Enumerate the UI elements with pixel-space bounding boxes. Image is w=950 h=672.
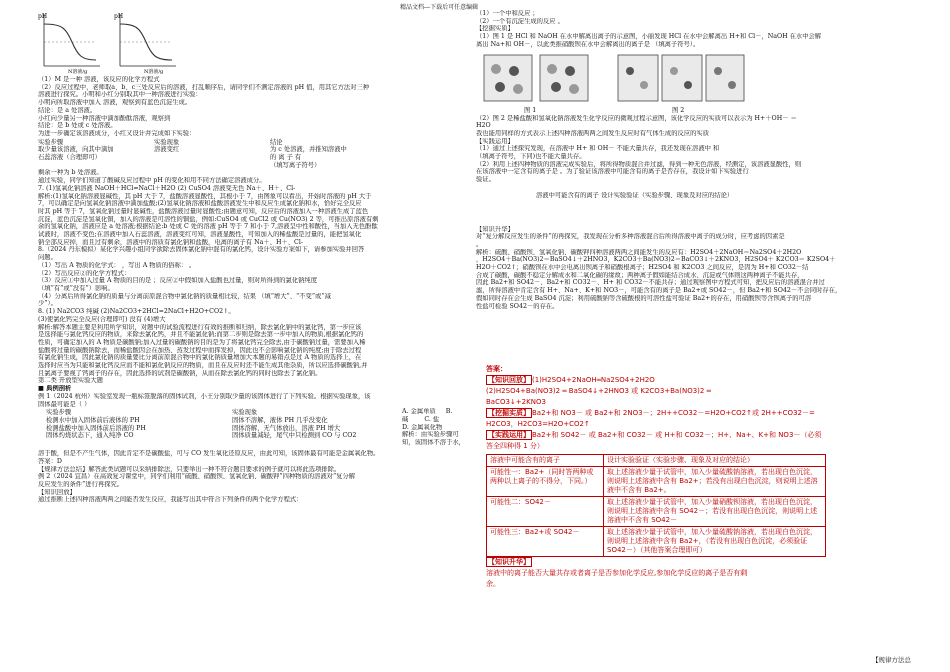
text-line: 。 [476, 240, 483, 248]
text-line: 钠全部反应掉，而且过有剩余，溶液中的溶质有氯化钠和盐酸，电离的离子有 Na＋、H＋、Cl- [38, 238, 303, 246]
question-8: 8.（2024 丹东模拟）某化学兴趣小组同学欲除去固体氯化钠中混有的氯化钙，设计实验方案如下，请参加实验并回答 [38, 246, 365, 254]
text-line: 离出 Na+和 OH－，以此类推硝酸钡在水中会解离出的离子是 （填离子符号）。 [476, 40, 700, 48]
text-line: 【规律方法总结】解答此类试题可以采纳排除法，只要举出一种不符合题目要求的例子就可以将此选项排除。 [38, 465, 341, 473]
text-line: 解析:(1)氢氧化钠溶液显碱性，其 pH 大于 7，盐酸溶液显酸性，其根小于 7，由图象可以看出，开始时溶液的 pH 大于 [38, 192, 372, 200]
text-line: （1）一个中和反应 ； [476, 10, 539, 17]
text-line: 盐酸将过量的碳酸钠除去，而稀盐酸因会在加热、蒸发过程中而挥发掉，因此也不会影响氯化钠的纯度;由于除去过程 [38, 346, 362, 354]
chart2-ylabel: pH [114, 13, 124, 20]
ph-chart-1 [38, 10, 104, 74]
text-line: （2）一个有沉淀生成的反应 。 [476, 17, 564, 25]
example-table [46, 409, 362, 440]
practice-heading: 【实践运用】 [476, 137, 514, 145]
page-header: 精品文档---下载后可任意编辑 [400, 4, 479, 11]
answer-tag: 【知识升华】 [488, 558, 530, 566]
text-line: （填离子符号，下同)也不能大量共存。 [476, 153, 586, 161]
text-line: 溶于酸，但是不产生气体，因此肯定不是碳酸盐，可与 CO 发生氧化还原反应，由此可知，该固体最有可能是金属氧化物。 [38, 450, 380, 458]
text-line: 时其 pH 等于 7，氢氧化钠过量时显碱性，盐酸溶液过量时显酸性;由题意可知，反应后的溶液加入一种溶液生成了蓝色 [38, 207, 369, 215]
table-row: 检测盐酸中加入固体前后溶液的 PH 固体溶解，无气体放出，溶液 PH 增大 [46, 424, 341, 432]
page-footer: 【规律方法总 [872, 656, 911, 664]
figure-2-image [616, 49, 746, 107]
text-line: 滤，所得溶液中肯定含有 H+、Na+、K+和 NO3－，可能含有的离子是 Ba2+或 SO42－，但 Ba2+和 SO42－不会同时存在， [476, 287, 842, 295]
conclusion-bc: 结论：是 b 处或 c 处溶液。 [38, 122, 117, 130]
text-line: 通过实验，同学们知道了酸碱反应过程中 pH 的变化和用不同方法确定溶液成分。 [38, 177, 266, 185]
option-c: C. 盐 [424, 415, 440, 423]
figure-2-caption: 图 2 [672, 106, 685, 114]
text-line: 余的氢氧化钠，溶液应是 a 处溶液;根据结论:b 处或 C 处的溶液 pH 等于 7 和小于 7,溶液呈中性和酸性，当加入无色酚酞 [38, 223, 378, 231]
left-column [38, 10, 468, 504]
xiaohong-step: 小红向少量另一种溶液中滴加酚酞溶液，观察到 [38, 114, 171, 122]
option-b-text: 碱 [402, 415, 409, 423]
text-line: 合成了碳酸，碳酸不稳定分解成水和二氧化碳的缘故；两种离子假如能结合成水、沉淀或气体则这两种离子不能共存， [476, 271, 804, 279]
text-line: 少”）。 [38, 300, 57, 308]
text-line: 通过推断上述四种溶液两两之间能否发生反应，我能写出其中符合下列条件的两个化学方程式： [38, 496, 303, 504]
text-line: 沉淀，蓝色沉淀是氢氧化铜，加入的溶液是可溶性的铜盐，例如:CuSO4 或 CuCl2 或 Cu(NO3) 2 等，可推出原溶液有剩 [38, 215, 379, 223]
chart2-xlabel: N溶液/g [144, 69, 164, 74]
text-line: 问题。 [38, 254, 57, 262]
answer-block [486, 364, 918, 590]
table-row: 检测水中加入固体前后液体的 PH 固体不溶解，液体 PH 几乎没变化 [46, 416, 328, 424]
text-line: 剩余一种为 b 处溶液。 [38, 169, 103, 177]
text-line: 7，可以确定是向氢氧化钠溶液中滴加盐酸;(2)氢氧化钠溶液和盐酸溶液发生中和反应生成氯化钠和水，恰好完全反应 [38, 200, 362, 208]
text-line: 解析:解答本题主要是利用所学知识，对题中的试验流程进行有效的推断和归纳，除去氯化钠中的氯化钙，第一步应该 [38, 323, 362, 331]
answer-7: 7. (1)氢氧化钠溶液 NaOH＋HCl=NaCl＋H2O (2) CuSO4 溶液变无色 Na＋、H＋、Cl- [38, 184, 296, 192]
ph-charts [38, 10, 468, 76]
text-line: 对“复分解反应发生的条件”的再探究，我发现在分析多种溶液混合后所得溶液中离子的成分时，应考虑的因素是 [476, 233, 785, 241]
typical-heading: ■ 典例剖析 [38, 385, 72, 393]
knowledge-review: 【知识回放】 [38, 488, 76, 496]
text-line: 且氯离子要视了钙离子的存在，因此选择的试剂是碳酸钠，从而在除去氯化钙的同时也除去了氯化钠。 [38, 369, 322, 377]
text-line: （2）写出反应②的化学方程式： [38, 269, 131, 277]
example-2: 例 2（2024 宜昌）在高效复习课堂中，同学们利用“硫酸、硝酸钡、氢氧化钠、碳酸钾”四种物质的溶液对“复分解 [38, 473, 356, 481]
answer-d: 答案：D [38, 457, 62, 465]
options-block [402, 408, 472, 447]
chart1-xlabel: N溶液/g [68, 69, 88, 74]
example-1: 例 1（2024 杭州）实验室发现一瓶标签脱落的固体试剂，小王分别取少量的该固体进行了下列实验。根据实验现象，该 [38, 392, 371, 400]
text-line: 我也能用同样的方式表示上述四种溶液两两之间发生反应时有气体生成的反应的实质 [476, 129, 709, 137]
answer-line: (1)H2SO4+2NaOH═Na2SO4+2H2O [532, 376, 655, 384]
text-line: （填“有”或“没有”）影响。 [38, 284, 114, 292]
text-line: 有氯化钠生成，因此氯化钠的质量要比分离前原混合物中的氯化钠质量增加大本题的易错点是过 A 物质的选择上，在 [38, 354, 362, 362]
example-1-block [38, 408, 468, 450]
text-line: 【挖掘实质】 [476, 25, 514, 33]
answer-line: BaCO3↓+2KNO3 [486, 398, 546, 406]
table-row: 石蕊溶液（合理即可） 的 离 子 有 [38, 154, 302, 162]
answer-line: Ba2+和 SO42－ 或 Ba2+和 CO32－ 或 H+和 CO32－；H+、Na+、K+和 NO3－（必须 [532, 431, 822, 439]
answer-tag: 【挖掘实质】 [488, 409, 530, 417]
text-line: 是选择能与氯化钙反应的物质，来除去氯化钙，并且不能氯化钠;而第二步则是除去第一步中加入的物质,根据氯化钙的 [38, 331, 364, 339]
text-line: 性质，可确定加入的 A 物质是碳酸钠;加入过量的碳酸钠的目的是为了将氯化钙完全除去,由于碳酸钠过量，需要加入稀 [38, 338, 366, 346]
table-row: 可能性三：Ba2+或 SO42－ 取上述溶液少量于试管中，加入少量硫酸钠溶液，若出现白色沉淀，则说明上述溶液中含有 Ba2+，（若没有出现白色沉淀，必须验证 SO42－）（其他答案合理即可） [487, 527, 826, 557]
answer-tag: 【知识回放】 [488, 376, 530, 384]
table-row: （填写离子符号） [270, 161, 321, 169]
option-d: D. 金属氧化物 [402, 423, 443, 431]
text-line: （3）反应①中加入过量 A 物质的目的是 ；反应②中假如加入盐酸也过量，则对所得到的氯化钠纯度 [38, 277, 318, 285]
answer-line: 溶液中的离子能否大量共存或者离子是否参加化学反应,参加化学反应的离子是否有剩 [486, 569, 748, 577]
option-a: A. 金属单质 [402, 408, 436, 416]
text-line: 反应发生的条件”进行再探究。 [38, 481, 124, 489]
text-line: 选择时应当为只能和氯化钙反应而不能和氯化钠反应的物质，而且在反应时还不能生成其他杂质，所以应选择碳酸钠,并 [38, 362, 368, 370]
table-row: 实验步骤 实验现象 [46, 409, 258, 417]
text-line: （1）图 1 是 HCl 和 NaOH 在水中解离出离子的示意图，小丽发现 HCl 在水中会解离出 H+和 Cl－，NaOH 在水中会解 [476, 33, 822, 41]
figure-1-caption: 图 1 [524, 106, 537, 114]
q2: （2）反应过程中，老师取a、b、c三处反应后的溶液，打乱顺序后，请同学们不测定溶液的 pH 值，用其它方法对三种 [38, 83, 370, 91]
text-line: 验证。 [476, 176, 495, 184]
chart1-ylabel: pH [38, 13, 48, 20]
answer-title: 答案： [486, 365, 507, 373]
square-bullet-icon: ■ [38, 385, 44, 393]
text-line: （1）写出 A 物质的化学式： ，写出 A 物质的俗称： 。 [38, 261, 196, 269]
analysis: 解析：硫酸、硝酸钡、氢氧化钠、碳酸钾四种溶液两两之间能发生的反应有：H2SO4＋2NaOH＝Na2SO4＋2H2O [476, 248, 802, 256]
text-line: 性盐可检验 SO42－的存在。 [476, 302, 559, 310]
text-line: H2O [476, 122, 491, 130]
further-step: 为进一步确定该溶液成分，小红又设计并完成如下实验： [38, 129, 196, 137]
text-line: （2）图 2 是稀盐酸和氢氧化钠溶液发生化学反应的微观过程示意图，该化学反应的实质可以表示为 H+＋OH－ ＝ [476, 114, 797, 122]
text-line: 假如同时存在会生成 BaSO4 沉淀；利用硫酸钠等含硫酸根的可溶性盐可验证 Ba2+的存在，用硝酸钡等含钡离子的可溶 [476, 294, 812, 302]
option-b: B. [445, 408, 453, 416]
example-1-cont: 固体最可能是（ ） [38, 400, 91, 408]
conclusion-a: 结论：是 a 处溶液。 [38, 106, 97, 114]
text-line: 试液时，溶液不变色;在溶液中加入石蕊溶液，溶液变红可知，溶液显酸性，可知加入的稀盐酸是过量的，能把氢氧化 [38, 231, 362, 239]
analysis-2: 知，该固体不溶于水， [402, 439, 465, 447]
answer-table [486, 454, 826, 557]
right-column [476, 10, 912, 310]
table-row: 可能性二：SO42－ 取上述溶液少量于试管中，加入少量硝酸钡溶液，若出现白色沉淀，则说明上述溶液中含有 SO42－；若没有出现白色沉淀，则说明上述溶液中不含有 SO42－ [487, 497, 826, 527]
table-row: 实验步骤 实验现象 结论 [38, 138, 283, 146]
answer-line: (2)H2SO4+Ba(NO3)2 ═ BaSO4↓+2HNO3 或 K2CO3+Ba(NO3)2 ═ [486, 387, 711, 395]
answer-line: 答全四种得 1 分） [486, 442, 544, 450]
sublimation-heading: 【知识升华】 [476, 225, 514, 233]
text-line: （4）分离后所得氯化钠的质量与分离前原混合物中氯化钠的质量相比较，结果 （填“增大”、“不变”或“减 [38, 292, 331, 300]
text-line: (3)使氯化钙完全反应(合理即可) 没有 (4)增大 [38, 315, 166, 323]
ph-chart-2 [114, 10, 180, 74]
table-row: 溶液中可能含有的离子 设计实验验证（实验步骤、现象及对应的结论） [487, 455, 826, 467]
analysis-1: 解析：由实验步骤可 [402, 431, 459, 439]
q2-cont: 溶液进行探究。小明和小红分别取其中一种溶液进行实验： [38, 91, 202, 99]
text-line: 在该溶液中一定含有的离子是 。为了验证该溶液中可能含有的离子是否存在，我设计如下实验进行 [476, 168, 749, 176]
section-title: 第二类 开放型实验大题 [38, 377, 103, 385]
text-line: （2）利用上述四种物质的溶液完成实验后，将所得物质混合并过滤，得到一种无色溶液，经测定，该溶液显酸性，则 [476, 160, 802, 168]
answer-line: H2CO3，H2CO3=H2O+CO2↑ [486, 420, 590, 428]
text-line: ，H2SO4＋Ba(NO3)2＝BaSO4↓＋2HNO3，K2CO3＋Ba(NO3)2＝BaCO3↓＋2KNO3，H2SO4＋ K2CO3＝ K2SO4＋ [476, 256, 836, 264]
xiaoming-step: 小明向所取溶液中加入 溶液，观察到有蓝色沉淀生成。 [38, 99, 192, 107]
verify-table-header: 溶液中可能含有的离子 设计实验验证（实验步骤、现象及对应的结论） [536, 191, 734, 199]
experiment-table [38, 139, 353, 170]
answer-8: 8. (1) Na2CO3 纯碱 (2)Na2CO3+2HCl=2NaCl+H2O+CO2↑。 [38, 308, 235, 316]
figure-row [476, 49, 912, 115]
table-row: 可能性一：Ba2+（同时答两种或两种以上离子的不得分，下同。） 取上述溶液少量于试管中，加入少量硫酸钠溶液，若出现白色沉淀，则说明上述溶液中含有 Ba2+；若没有出现白色沉淀，则说明上述溶液中不含有 Ba2+。 [487, 467, 826, 497]
text-line: （1）通过上述探究发现，在溶液中 H+ 和 OH－ 不能大量共存，我还发现在溶液中 和 [476, 145, 720, 153]
q1: （1）M 是一种 溶液，该反应的化学方程式 [38, 76, 160, 83]
answer-line: Ba2+和 NO3－ 或 Ba2+和 2NO3－；2H++CO32－=H2O+CO2↑或 2H++CO32－= [532, 409, 815, 417]
table-row: 取少量该溶液，向其中滴加 溶液变红 为 c 处溶液，并推知溶液中 [38, 146, 347, 154]
answer-tag: 【实践运用】 [488, 431, 530, 439]
text-line: H2O＋CO2↑；硝酸钡在水中会电离出钡离子和硝酸根离子；H2SO4 和 K2CO3 之间反应，是因为 H+和 CO32－结 [476, 264, 809, 272]
text-line: 因此 Ba2+和 SO42－、Ba2+和 CO32－、H+ 和 CO32－不能共存；通过观察图中方程式可知，把反应后的溶液混合并过 [476, 279, 825, 287]
answer-line: 余。 [486, 580, 500, 588]
table-row: 固体灼烧状态下，通入纯净 CO 固体质量减轻，尾气中只检测到 CO 与 CO2 [46, 432, 357, 440]
figure-1-image [482, 49, 592, 107]
